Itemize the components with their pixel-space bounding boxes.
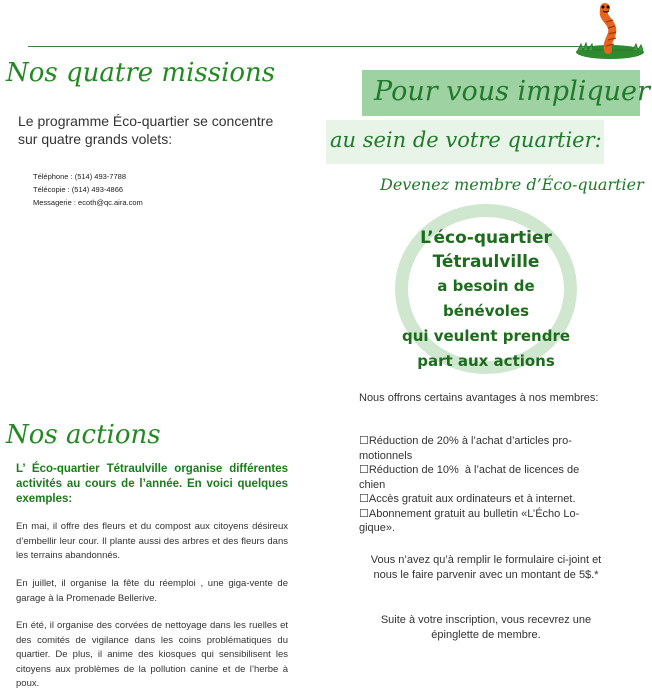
circle-line: qui veulent prendre — [401, 327, 571, 345]
actions-title: Nos actions — [6, 420, 161, 450]
circle-line: Tétraulville — [432, 252, 540, 272]
benefit-item: ☐Accès gratuit aux ordinateurs et à internet. — [359, 493, 576, 505]
heading-line-2: au sein de votre quartier: — [330, 128, 602, 152]
actions-paragraph-july: En juillet, il organise la fête du réemploi , une giga-vente de garage à la Promenade Bellerive. — [16, 578, 288, 604]
header-rule — [28, 46, 592, 47]
missions-title: Nos quatre missions — [6, 58, 276, 88]
contact-info — [33, 170, 143, 209]
contact-fax: Télécopie : (514) 493-4866 — [33, 185, 124, 194]
heading-line-1: Pour vous impliquer — [374, 76, 650, 107]
benefit-item: ☐Abonnement gratuit au bulletin «L’Écho Lo- gique». — [359, 507, 580, 534]
actions-intro: L’ Éco-quartier Tétraulville organise différentes activités au cours de l’année. En voici quelques exemples: — [16, 463, 288, 505]
benefits-list — [359, 434, 613, 536]
contact-phone: Téléphone : (514) 493-7788 — [33, 172, 126, 181]
fill-form-text: Vous n’avez qu’à remplir le formulaire ci-joint et nous le faire parvenir avec un montant de 5$.* — [370, 554, 602, 581]
member-title: Devenez membre d’Éco-quartier — [380, 175, 644, 194]
offer-intro: Nous offrons certains avantages à nos membres: — [359, 392, 599, 404]
actions-paragraph-may: En mai, il offre des fleurs et du compost aux citoyens désireux d’embellir leur cour. Il plante aussi des arbres et des fleurs dans les terrains abandonnés. — [16, 521, 288, 561]
circle-line: a besoin de bénévoles — [437, 277, 535, 320]
circle-line: L’éco-quartier — [420, 228, 552, 248]
benefit-item: ☐Réduction de 20% à l’achat d’articles pro- motionnels — [359, 435, 572, 462]
pin-text: Suite à votre inscription, vous recevrez une épinglette de membre. — [380, 614, 592, 641]
heading-box-secondary — [326, 120, 604, 164]
missions-intro: Le programme Éco-quartier se concentre sur quatre grands volets: — [18, 113, 274, 147]
benefit-item: ☐Réduction de 10% à l’achat de licences de chien — [359, 464, 580, 491]
contact-email: Messagerie : ecoth@qc.aira.com — [33, 198, 143, 207]
volunteer-circle-text — [395, 226, 577, 374]
worm-mascot-icon — [572, 2, 648, 60]
actions-paragraph-summer: En été, il organise des corvées de nettoyage dans les ruelles et des comités de vigilance dans les coins problématiques du quartier. De plus, il anime des kiosques qui sensibilisent les citoyens aux problèmes de la pollution canine et de l’herbe à poux. — [16, 620, 288, 689]
heading-box-primary — [362, 70, 650, 116]
circle-line: part aux actions — [417, 352, 555, 370]
